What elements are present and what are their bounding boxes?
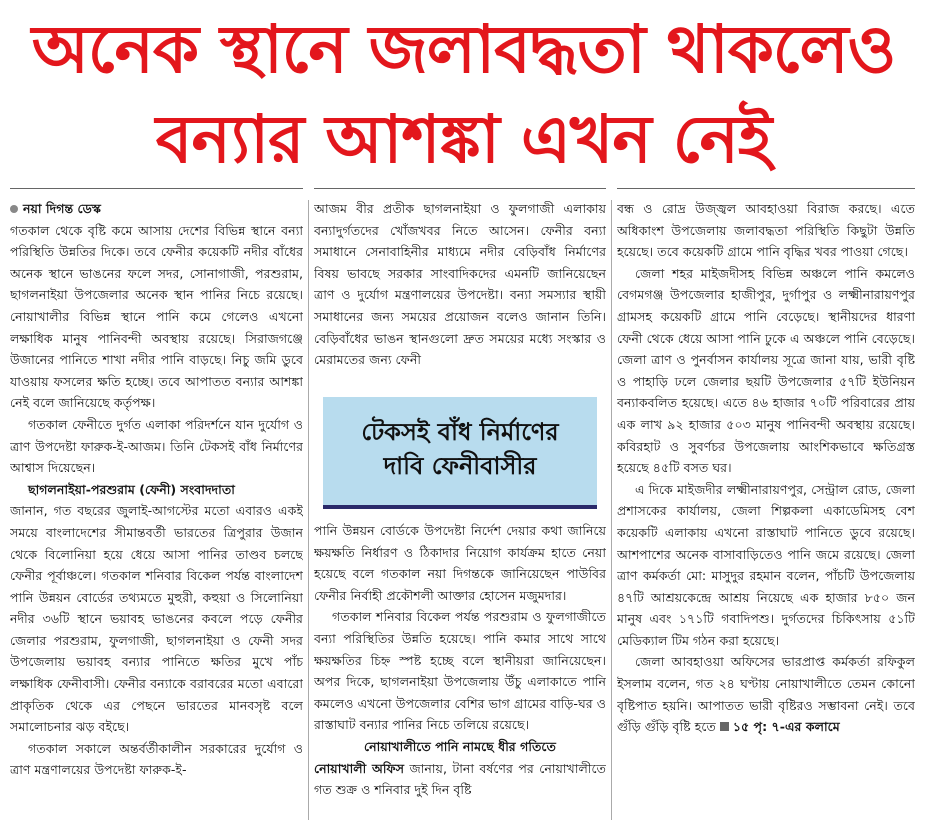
pull-quote-box xyxy=(323,397,597,509)
column-divider xyxy=(611,200,612,820)
subheading: ছাগলনাইয়া-পরশুরাম (ফেনী) সংবাদদাতা xyxy=(28,481,235,497)
divider xyxy=(10,188,303,189)
bullet-icon xyxy=(10,205,18,213)
article-column-2-top xyxy=(314,198,606,388)
headline-line-1: অনেক স্থানে জলাবদ্ধতা থাকলেও xyxy=(31,11,896,88)
article-column-3 xyxy=(617,198,915,828)
paragraph: জানায়, টানা বর্ষণের পর নোয়াখালীতে গত শুক্র ও শনিবার দুই দিন বৃষ্টি xyxy=(314,760,606,798)
divider xyxy=(617,188,915,189)
dateline: নোয়াখালী অফিস xyxy=(314,760,405,776)
paragraph: জানান, গত বছরের জুলাই-আগস্টের মতো এবারও একই সময়ে বাংলাদেশের সীমান্তবর্তী ভারতের ত্রিপুরার উজান থেকে বিলোনিয়া হয়ে ধেয়ে আসা পানির তাণ্ডব চলছে ফেনীর পূর্বাঞ্চলে। গতকাল শনিবার বিকেল পর্যন্ত বাংলাদেশ পানি উন্নয়ন বোর্ডের তথ্যমতে মুহুরী, কহুয়া ও সিলোনিয়া নদীর ৩৬টি স্থানে ভয়াবহ ভাঙনের কবলে পড়ে ফেনীর জেলার পরশুরাম, ফুলগাজী, ছাগলনাইয়া ও ফেনী সদর উপজেলায় ভয়াবহ বন্যার পানিতে ক্ষতির মুখে পাঁচ লক্ষাধিক ফেনীবাসী। ফেনীর বন্যাকে বরাবরের মতো এবারো প্রাকৃতিক থেকে এর পেছনে ভারতের মানবসৃষ্ট বলে সমালোচনার ঝড় বইছে। xyxy=(10,503,303,735)
paragraph: গতকাল থেকে বৃষ্টি কমে আসায় দেশের বিভিন্ন স্থানে বন্যা পরিস্থিতি উন্নতির দিকে। তবে ফেনীর কয়েকটি নদীর বাঁধের অনেক স্থানে ভাঙনের ফলে সদর, সোনাগাজী, পরশুরাম, ছাগলনাইয়া উপজেলার অনেক স্থান পানির নিচে রয়েছে। নোয়াখালীর বিভিন্ন স্থানে পানি কমে গেলেও এখনো লক্ষাধিক মানুষ পানিবন্দী অবস্থায় রয়েছে। সিরাজগঞ্জে উজানের পানিতে শাখা নদীর পানি বাড়ছে। নিচু জমি ডুবে যাওয়ায় ফসলের ক্ষতি হচ্ছে। তবে আপাতত বন্যার আশঙ্কা নেই বলে জানিয়েছে কর্তৃপক্ষ। xyxy=(10,222,303,411)
byline: নয়া দিগন্ত ডেস্ক xyxy=(10,198,303,220)
subheading: নোয়াখালীতে পানি নামছে ধীর গতিতে xyxy=(364,738,556,754)
column-divider xyxy=(308,200,309,820)
article-column-2-bottom xyxy=(314,520,606,827)
paragraph: গতকাল ফেনীতে দুর্গত এলাকা পরিদর্শনে যান দুর্যোগ ও ত্রাণ উপদেষ্টা ফারুক-ই-আজম। তিনি টেকসই বাঁধ নির্মাণের আশ্বাস দিয়েছেন। xyxy=(10,416,303,476)
paragraph: আজম বীর প্রতীক ছাগলনাইয়া ও ফুলগাজী এলাকায় বন্যাদুর্গতদের খোঁজখবর নিতে আসেন। ফেনীর বন্যা সমাধানে সেনাবাহিনীর মাধ্যমে নদীর বেড়িবাঁধ নির্মাণের বিষয় ভাবছে সরকার সাংবাদিকদের এমনটি জানিয়েছেন ত্রাণ ও দুর্যোগ মন্ত্রণালয়ের উপদেষ্টা। বন্যা সমস্যার স্থায়ী সমাধানের জন্য সময়ের প্রয়োজন বলেও জানান তিনি। বেড়িবাঁধের ভাঙন স্থানগুলো দ্রুত সময়ের মধ্যে সংস্কার ও মেরামতের জন্য ফেনী xyxy=(314,201,606,368)
paragraph: জেলা আবহাওয়া অফিসের ভারপ্রাপ্ত কর্মকর্তা রফিকুল ইসলাম বলেন, গত ২৪ ঘণ্টায় নোয়াখালীতে তেমন কোনো বৃষ্টিপাত হয়নি। আপাতত ভারী বৃষ্টিরও সম্ভাবনা নেই। তবে গুঁড়ি গুঁড়ি বৃষ্টি হতে ১৫ পৃ: ৭-এর কলামে xyxy=(617,654,915,735)
paragraph: গতকাল সকালে অন্তর্বর্তীকালীন সরকারের দুর্যোগ ও ত্রাণ মন্ত্রণালয়ের উপদেষ্টা ফারুক-ই- xyxy=(10,740,303,778)
paragraph: গতকাল শনিবার বিকেল পর্যন্ত পরশুরাম ও ফুলগাজীতে বন্যা পরিস্থিতির উন্নতি হয়েছে। পানি কমার সাথে সাথে ক্ষয়ক্ষতির চিহ্ন স্পষ্ট হচ্ছে বলে স্থানীয়রা জানিয়েছেন। অপর দিকে, ছাগলনাইয়া উপজেলায় উঁচু এলাকাতে পানি কমলেও এখনো উপজেলার বেশির ভাগ গ্রামের বাড়ি-ঘর ও রাস্তাঘাট বন্যার পানির নিচে তলিয়ে রয়েছে। xyxy=(314,609,606,733)
paragraph: জেলা শহর মাইজদীসহ বিভিন্ন অঞ্চলে পানি কমলেও বেগমগঞ্জ উপজেলার হাজীপুর, দুর্গাপুর ও লক্ষ্মীনারায়ণপুর গ্রামসহ কয়েকটি গ্রামে পানি বেড়েছে। স্থানীয়দের ধারণা ফেনী থেকে ধেয়ে আসা পানি ঢুকে এ অঞ্চলে পানি বেড়েছে। জেলা ত্রাণ ও পুনর্বাসন কার্যালয় সূত্রে জানা যায়, ভারী বৃষ্টি ও পাহাড়ি ঢলে জেলার ছয়টি উপজেলার ৫৭টি ইউনিয়ন বন্যাকবলিত হয়েছে। এতে ৪৬ হাজার ৭০টি পরিবারের প্রায় এক লাখ ৯২ হাজার ৫০৩ মানুষ পানিবন্দী অবস্থায় রয়েছে। কবিরহাট ও সুবর্ণচর উপজেলায় আংশিকভাবে ক্ষতিগ্রস্ত হয়েছে ৪৫টি বসত ঘর। xyxy=(617,265,915,476)
paragraph: বন্ধ ও রোদ্র উজ্জ্বল আবহাওয়া বিরাজ করছে। এতে অধিকাংশ উপজেলায় জলাবদ্ধতা পরিস্থিতি কিছুটা উন্নতি হয়েছে। তবে কয়েকটি গ্রামে পানি বৃদ্ধির খবর পাওয়া গেছে। xyxy=(617,201,915,260)
pull-quote-line-2: দাবি ফেনীবাসীর xyxy=(383,452,537,480)
continuation-note: ১৫ পৃ: ৭-এর কলামে xyxy=(732,719,840,735)
paragraph: পানি উন্নয়ন বোর্ডকে উপদেষ্টা নির্দেশ দেয়ার কথা জানিয়ে ক্ষয়ক্ষতি নির্ধারণ ও ঠিকাদার নিয়োগ কার্যক্রম হাতে নেয়া হয়েছে বলে গতকাল নয়া দিগন্তকে জানিয়েছেন পাউবির ফেনীর নির্বাহী প্রকৌশলী আক্তার হোসেন মজুমদার। xyxy=(314,523,606,603)
paragraph: এ দিকে মাইজদীর লক্ষ্মীনারায়ণপুর, সেন্ট্রাল রোড, জেলা প্রশাসকের কার্যালয়, জেলা শিল্পকলা একাডেমিসহ বেশ কয়েকটি এলাকায় এখনো রাস্তাঘাট পানিতে ডুবে রয়েছে। আশপাশের অনেক বাসাবাড়িতেও পানি জমে রয়েছে। জেলা ত্রাণ কর্মকর্তা মো: মাসুদুর রহমান বলেন, পাঁচটি উপজেলায় ৪৭টি আশ্রয়কেন্দ্রে আশ্রয় নিয়েছে এক হাজার ৮৫০ জন মানুষ এবং ১৭১টি গবাদিপশু। দুর্গতদের চিকিৎসায় ৫১টি মেডিক্যাল টিম গঠন করা হয়েছে। xyxy=(617,481,915,648)
square-icon xyxy=(720,722,729,731)
pull-quote-line-1: টেকসই বাঁধ নির্মাণের xyxy=(361,418,559,446)
headline-line-2: বন্যার আশঙ্কা এখন নেই xyxy=(155,101,772,178)
article-column-1 xyxy=(10,198,303,828)
divider xyxy=(314,188,606,189)
